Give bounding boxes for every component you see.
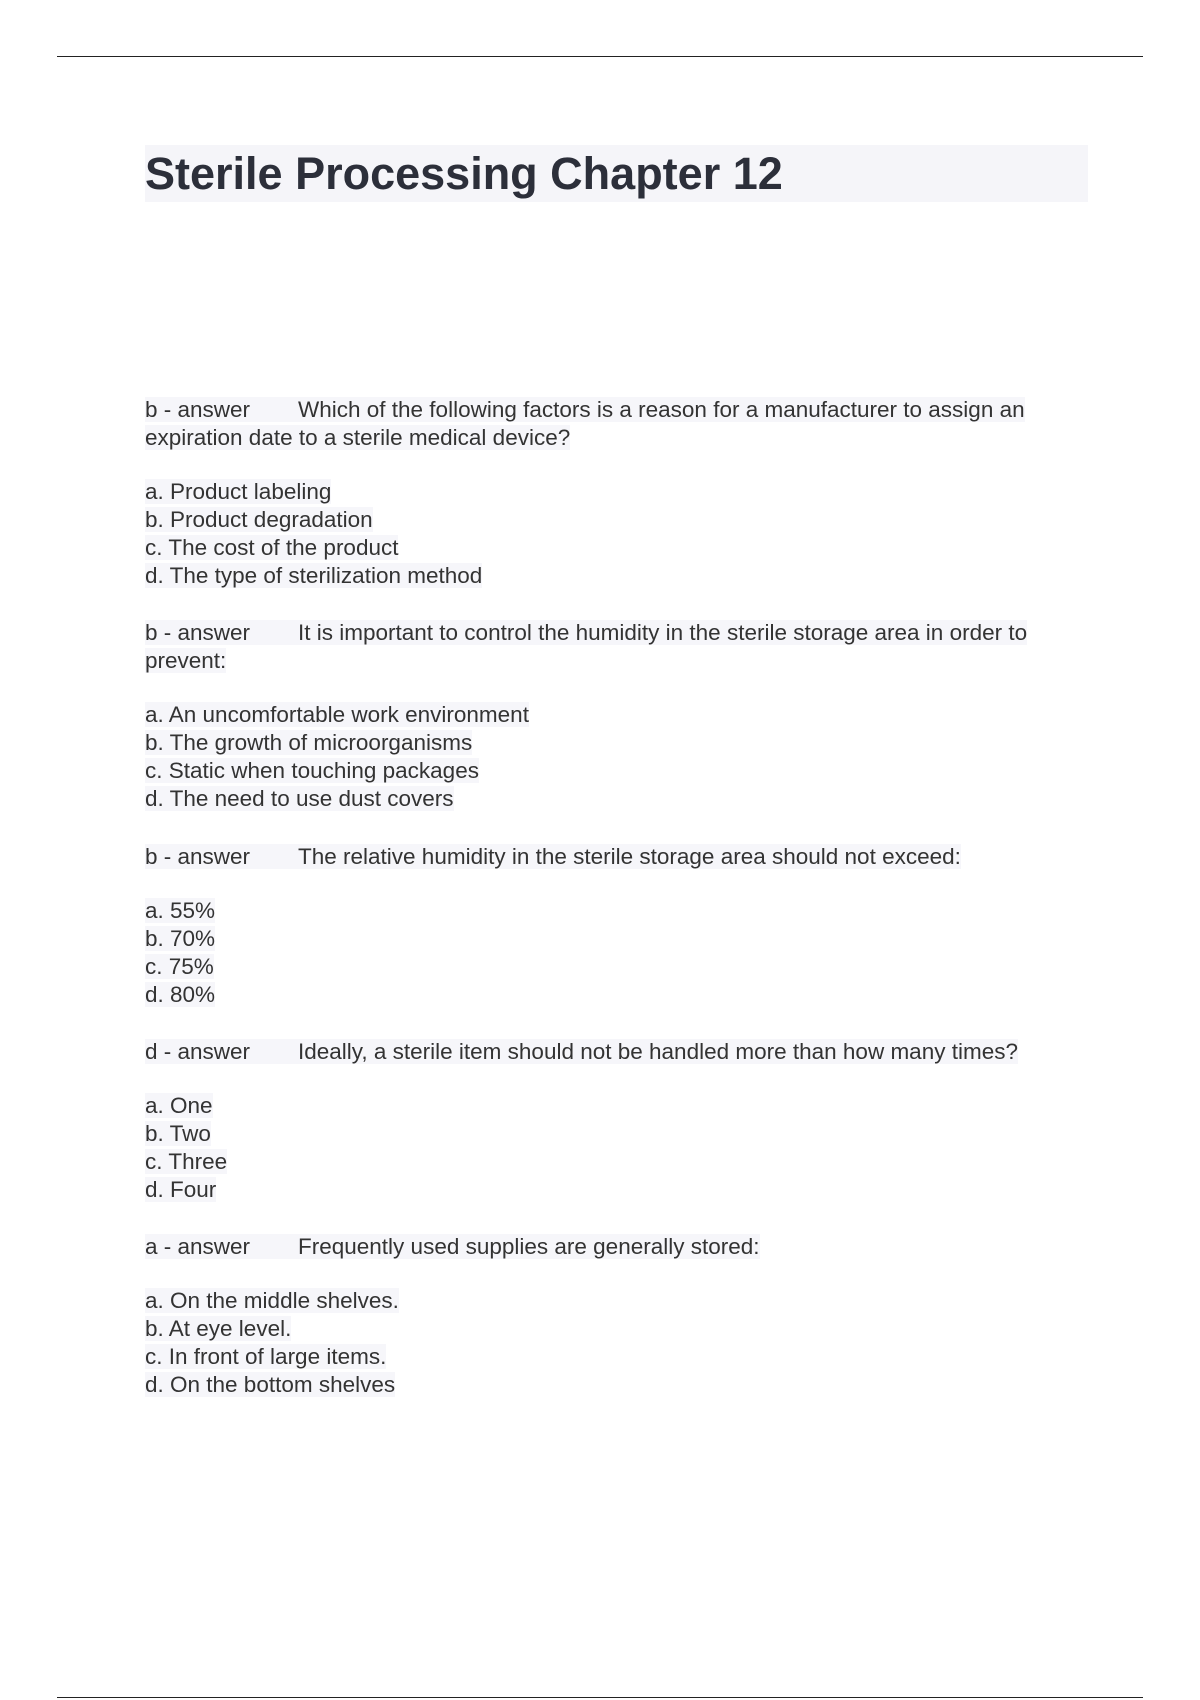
question-text-1: Which of the following factors is a reason for a manufacturer to assign an expiration date to a sterile medical device? — [145, 397, 1025, 450]
question-text-3: The relative humidity in the sterile storage area should not exceed: — [298, 844, 961, 869]
answer-key-3: b - answer — [145, 844, 251, 869]
option-1d: d. The type of sterilization method — [145, 563, 483, 588]
bottom-divider — [57, 1697, 1143, 1698]
answer-key-4: d - answer — [145, 1039, 251, 1064]
option-1b: b. Product degradation — [145, 507, 373, 532]
option-5c: c. In front of large items. — [145, 1344, 387, 1369]
top-divider — [57, 56, 1143, 57]
option-4b: b. Two — [145, 1121, 211, 1146]
question-text-4: Ideally, a sterile item should not be handled more than how many times? — [298, 1039, 1018, 1064]
option-list-4 — [145, 1092, 1085, 1204]
option-2a: a. An uncomfortable work environment — [145, 702, 529, 727]
question-block-2 — [145, 619, 1085, 813]
option-5a: a. On the middle shelves. — [145, 1288, 399, 1313]
option-3d: d. 80% — [145, 982, 216, 1007]
option-3c: c. 75% — [145, 954, 214, 979]
option-1c: c. The cost of the product — [145, 535, 399, 560]
answer-key-1: b - answer — [145, 397, 251, 422]
question-block-4 — [145, 1038, 1085, 1204]
option-2b: b. The growth of microorganisms — [145, 730, 473, 755]
question-text-2: It is important to control the humidity in the sterile storage area in order to prevent: — [145, 620, 1028, 673]
option-2c: c. Static when touching packages — [145, 758, 479, 783]
question-5 — [145, 1233, 1085, 1261]
option-3a: a. 55% — [145, 898, 216, 923]
option-list-2 — [145, 701, 1085, 813]
option-4c: c. Three — [145, 1149, 228, 1174]
page-title: Sterile Processing Chapter 12 — [145, 148, 783, 199]
question-text-5: Frequently used supplies are generally stored: — [298, 1234, 760, 1259]
question-1 — [145, 396, 1085, 452]
option-list-5 — [145, 1287, 1085, 1399]
option-5b: b. At eye level. — [145, 1316, 292, 1341]
option-5d: d. On the bottom shelves — [145, 1372, 396, 1397]
question-block-1 — [145, 396, 1085, 590]
option-1a: a. Product labeling — [145, 479, 332, 504]
option-3b: b. 70% — [145, 926, 216, 951]
answer-key-2: b - answer — [145, 620, 251, 645]
question-2 — [145, 619, 1085, 675]
answer-key-5: a - answer — [145, 1234, 251, 1259]
question-3 — [145, 843, 1085, 871]
option-4a: a. One — [145, 1093, 213, 1118]
option-list-3 — [145, 897, 1085, 1009]
option-4d: d. Four — [145, 1177, 217, 1202]
option-list-1 — [145, 478, 1085, 590]
question-block-5 — [145, 1233, 1085, 1399]
question-block-3 — [145, 843, 1085, 1009]
title-block — [145, 145, 1088, 202]
question-4 — [145, 1038, 1085, 1066]
option-2d: d. The need to use dust covers — [145, 786, 454, 811]
